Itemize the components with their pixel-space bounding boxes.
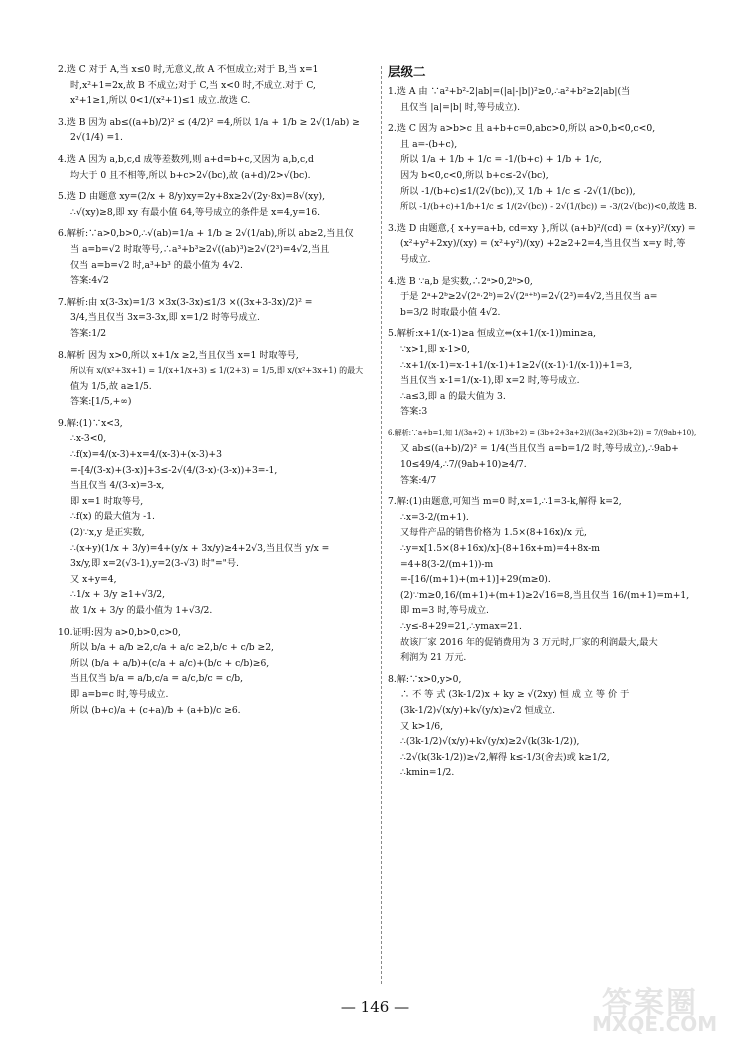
left-answer-item	[58, 115, 376, 146]
answer-line: 答案:4/7	[400, 474, 437, 486]
left-answer-item	[58, 416, 376, 619]
answer-line: 于是 2ᵃ+2ᵇ≥2√(2ᵃ·2ᵇ)=2√(2ᵃ⁺ᵇ)=2√(2³)=4√2,当且仅当 a=	[400, 291, 658, 303]
watermark-url: MXQE.COM	[592, 1012, 718, 1036]
answer-line: 且 a=-(b+c),	[400, 138, 458, 150]
answer-line: x²+1≥1,所以 0<1/(x²+1)≤1 成立.故选 C.	[70, 95, 251, 107]
answer-line: 所以有 x/(x²+3x+1) = 1/(x+1/x+3) ≤ 1/(2+3) = 1/5,即 x/(x²+3x+1) 的最大	[70, 366, 364, 376]
answer-line: 5.解析:x+1/(x-1)≥a 恒成立⇔(x+1/(x-1))min≥a,	[388, 328, 596, 340]
answer-line: =-[4/(3-x)+(3-x)]+3≤-2√(4/(3-x)·(3-x))+3=-1,	[70, 464, 278, 476]
answer-line: ∴1/x + 3/y ≥1+√3/2,	[70, 589, 166, 601]
left-answer-item	[58, 348, 376, 410]
answer-line: 仅当 a=b=√2 时,a³+b³ 的最小值为 4√2.	[70, 259, 243, 271]
answer-line: 当且仅当 b/a = a/b,c/a = a/c,b/c = c/b,	[70, 673, 244, 685]
answer-line: b=3/2 时取最小值 4√2.	[400, 306, 501, 318]
left-column	[58, 62, 376, 980]
answer-line: 6.解析:∵a+b=1,知 1/(3a+2) + 1/(3b+2) = (3b+2+3a+2)/((3a+2)(3b+2)) = 7/(9ab+10),	[388, 428, 697, 437]
answer-line: ∴(x+y)(1/x + 3/y)=4+(y/x + 3x/y)≥4+2√3,当且仅当 y/x =	[70, 542, 330, 554]
answer-line: 且仅当 |a|=|b| 时,等号成立).	[400, 101, 521, 113]
answer-line: 故 1/x + 3/y 的最小值为 1+√3/2.	[70, 605, 213, 616]
answer-line: ∴y≤-8+29=21,∴ymax=21.	[400, 621, 522, 632]
answer-line: ∴x-3<0,	[70, 433, 107, 445]
answer-line: ∴kmin=1/2.	[400, 767, 455, 779]
answer-line: 3x/y,即 x=2(√3-1),y=2(3-√3) 时"="号.	[70, 558, 239, 570]
answer-line: 2√(1/4) =1.	[70, 132, 123, 144]
answer-line: ∴ 不 等 式 (3k-1/2)x + ky ≥ √(2xy) 恒 成 立 等 价 于	[400, 689, 630, 701]
answer-line: 2.选 C 对于 A,当 x≤0 时,无意义,故 A 不恒成立;对于 B,当 x=1	[58, 64, 319, 75]
answer-line: 当 a=b=√2 时取等号,∴a³+b³≥2√((ab)³)≥2√(2³)=4√2,当且	[70, 243, 330, 255]
right-answer-item	[388, 84, 710, 115]
right-answer-item	[388, 121, 710, 215]
answer-line: 所以 -1/(b+c)≤1/(2√(bc)),又 1/b + 1/c ≤ -2√(1/(bc)),	[400, 185, 636, 197]
answer-line: 又 ab≤((a+b)/2)² = 1/4(当且仅当 a=b=1/2 时,等号成立),∴9ab+	[400, 443, 679, 455]
watermark-logo	[592, 978, 742, 1038]
answer-line: (3k-1/2)√(x/y)+k√(y/x)≥√2 恒成立.	[400, 704, 556, 716]
answer-line: 3/4,当且仅当 3x=3-3x,即 x=1/2 时等号成立.	[70, 312, 260, 324]
left-answer-item	[58, 625, 376, 719]
left-answer-item	[58, 295, 376, 342]
answer-line: 8.解析 因为 x>0,所以 x+1/x ≥2,当且仅当 x=1 时取等号,	[58, 349, 299, 361]
answer-line: 10.证明:因为 a>0,b>0,c>0,	[58, 626, 181, 638]
answer-line: 答案:3	[400, 406, 428, 418]
answer-line: ∴(3k-1/2)√(x/y)+k√(y/x)≥2√(k(3k-1/2)),	[400, 736, 580, 748]
answer-line: 即 a=b=c 时,等号成立.	[70, 688, 169, 700]
answer-line: 5.选 D 由题意 xy=(2/x + 8/y)xy=2y+8x≥2√(2y·8x)=8√(xy),	[58, 191, 326, 203]
right-column	[388, 62, 710, 980]
answer-line: 7.解:(1)由题意,可知当 m=0 时,x=1,∴1=3-k,解得 k=2,	[388, 496, 622, 508]
answer-line: 3.选 D 由题意,{ x+y=a+b, cd=xy },所以 (a+b)²/(cd) = (x+y)²/(xy) =	[388, 222, 696, 234]
right-answer-item	[388, 494, 710, 666]
answer-line: 9.解:(1)∵x<3,	[58, 417, 123, 429]
answer-line: 又 x+y=4,	[70, 573, 117, 585]
answer-line: 答案:[1/5,+∞)	[70, 396, 132, 408]
answer-line: ∴√(xy)≥8,即 xy 有最小值 64,等号成立的条件是 x=4,y=16.	[70, 206, 321, 218]
answer-line: =4+8(3-2/(m+1))-m	[400, 558, 494, 570]
answer-line: 4.选 A 因为 a,b,c,d 成等差数列,则 a+d=b+c,又因为 a,b,c,d	[58, 153, 314, 165]
answer-line: ∴f(x)=4/(x-3)+x=4/(x-3)+(x-3)+3	[70, 449, 222, 461]
answer-line: (2)∵x,y 是正实数,	[70, 527, 145, 539]
level-two-heading: 层级二	[388, 64, 426, 79]
answer-line: 号成立.	[400, 253, 431, 265]
answer-line: 值为 1/5,故 a≥1/5.	[70, 380, 152, 392]
answer-line: 利润为 21 万元.	[400, 652, 467, 664]
answer-line: 1.选 A 由 ∵a²+b²-2|ab|=(|a|-|b|)²≥0,∴a²+b²≥2|ab|(当	[388, 86, 631, 97]
answer-line: ∴x=3-2/(m+1).	[400, 511, 469, 523]
answer-line: 3.选 B 因为 ab≤((a+b)/2)² ≤ (4/2)² =4,所以 1/a + 1/b ≥ 2√(1/ab) ≥	[58, 116, 360, 128]
right-answer-item	[388, 426, 710, 488]
answer-line: 当且仅当 4/(3-x)=3-x,	[70, 480, 165, 492]
answer-line: 6.解析:∵a>0,b>0,∴√(ab)=1/a + 1/b ≥ 2√(1/ab),所以 ab≥2,当且仅	[58, 228, 354, 240]
answer-line: 即 m=3 时,等号成立.	[400, 605, 489, 617]
answer-line: 均大于 0 且不相等,所以 b+c>2√(bc),故 (a+d)/2>√(bc).	[70, 169, 311, 181]
answer-line: 所以 b/a + a/b ≥2,c/a + a/c ≥2,b/c + c/b ≥2,	[70, 642, 274, 654]
answer-line: ∴a≤3,即 a 的最大值为 3.	[400, 390, 506, 402]
answer-line: 因为 b<0,c<0,所以 b+c≤-2√(bc),	[400, 169, 549, 181]
answer-line: ∴f(x) 的最大值为 -1.	[70, 511, 155, 523]
answer-line: ∴2√(k(3k-1/2))≥√2,解得 k≤-1/3(舍去)或 k≥1/2,	[400, 751, 610, 763]
column-divider	[381, 66, 382, 984]
right-items	[388, 84, 710, 781]
answer-line: 8.解:∵x>0,y>0,	[388, 673, 462, 685]
answer-line: 当且仅当 x-1=1/(x-1),即 x=2 时,等号成立.	[400, 375, 580, 387]
answer-line: =-[16/(m+1)+(m+1)]+29(m≥0).	[400, 574, 551, 586]
right-answer-item	[388, 672, 710, 781]
answer-line: 2.选 C 因为 a>b>c 且 a+b+c=0,abc>0,所以 a>0,b<0,c<0,	[388, 123, 656, 135]
answer-line: 即 x=1 时取等号,	[70, 495, 144, 507]
answer-line: 4.选 B ∵a,b 是实数,∴2ᵃ>0,2ᵇ>0,	[388, 275, 533, 287]
left-answer-item	[58, 226, 376, 288]
answer-line: 7.解析:由 x(3-3x)=1/3 ×3x(3-3x)≤1/3 ×((3x+3-3x)/2)² =	[58, 296, 313, 308]
answer-line: 答案:1/2	[70, 327, 107, 339]
answer-line: 又每件产品的销售价格为 1.5×(8+16x)/x 元,	[400, 527, 587, 539]
answer-line: 又 k>1/6,	[400, 720, 444, 732]
right-answer-item	[388, 221, 710, 268]
right-answer-item	[388, 274, 710, 321]
answer-line: ∴y=x[1.5×(8+16x)/x]-(8+16x+m)=4+8x-m	[400, 543, 600, 555]
right-answer-item	[388, 326, 710, 420]
answer-line: 所以 -1/(b+c)+1/b+1/c ≤ 1/(2√(bc)) - 2√(1/(bc)) = -3/(2√(bc))<0,故选 B.	[400, 201, 697, 212]
answer-line: 答案:4√2	[70, 275, 109, 287]
page-number: — 146 —	[340, 998, 410, 1016]
answer-line: 故该厂家 2016 年的促销费用为 3 万元时,厂家的利润最大,最大	[400, 636, 658, 648]
answer-line: ∴x+1/(x-1)=x-1+1/(x-1)+1≥2√((x-1)·1/(x-1))+1=3,	[400, 359, 633, 371]
answer-line: 所以 (b+c)/a + (c+a)/b + (a+b)/c ≥6.	[70, 704, 241, 716]
answer-line: 所以 1/a + 1/b + 1/c = -1/(b+c) + 1/b + 1/c,	[400, 154, 602, 166]
left-answer-item	[58, 62, 376, 109]
answer-line: 10≤49/4,∴7/(9ab+10)≥4/7.	[400, 459, 527, 471]
left-answer-item	[58, 189, 376, 220]
answer-line: 时,x²+1=2x,故 B 不成立;对于 C,当 x<0 时,不成立.对于 C,	[70, 79, 316, 91]
left-answer-item	[58, 152, 376, 183]
answer-line: ∵x>1,即 x-1>0,	[400, 343, 470, 355]
watermark-chars: 答案圈	[602, 986, 698, 1021]
answer-line: 所以 (b/a + a/b)+(c/a + a/c)+(b/c + c/b)≥6,	[70, 657, 270, 669]
answer-line: (2)∵m≥0,16/(m+1)+(m+1)≥2√16=8,当且仅当 16/(m+1)=m+1,	[400, 589, 690, 601]
answer-line: (x²+y²+2xy)/(xy) = (x²+y²)/(xy) +2≥2+2=4,当且仅当 x=y 时,等	[400, 238, 686, 250]
